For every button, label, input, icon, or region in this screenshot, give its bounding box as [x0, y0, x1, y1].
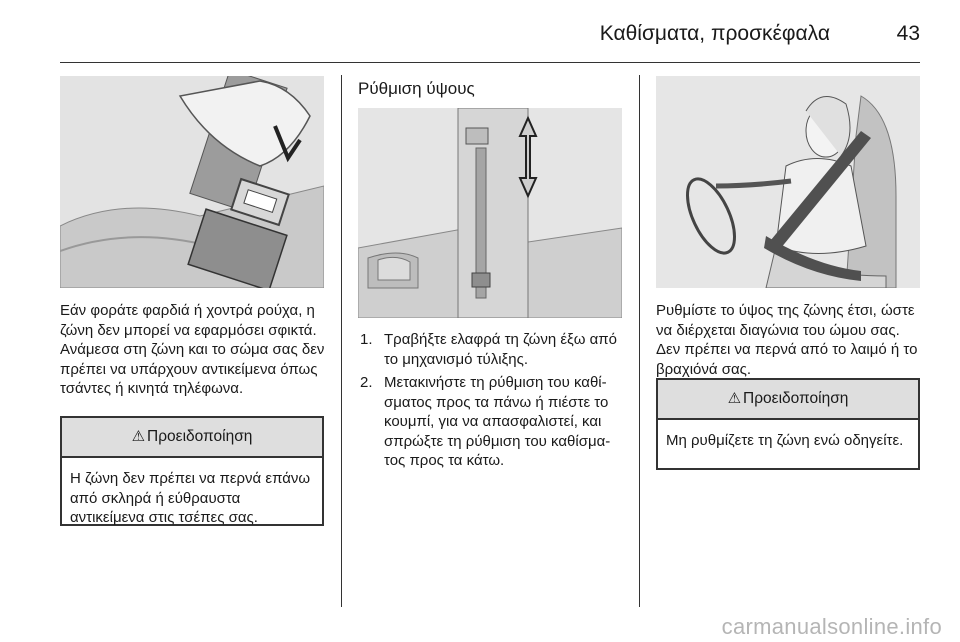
column1-warning-text: Η ζώνη δεν πρέπει να περνά επάνω από σκληρά ή εύθραυστα αντικείμενα στις τσέπες σας. — [70, 470, 311, 526]
column-divider-right — [639, 75, 640, 607]
adjustment-steps — [358, 330, 626, 475]
step-text: Τραβήξτε ελαφρά τη ζώνη έξω από το μηχανισμό τύλιξης. — [384, 331, 617, 368]
belt-height-adjuster-icon — [358, 108, 622, 318]
column3-warning-box — [656, 378, 920, 470]
page-number: 43 — [896, 22, 920, 45]
column3-warning-text: Μη ρυθμίζετε τη ζώνη ενώ οδηγείτε. — [666, 432, 904, 449]
warning-triangle-icon: ⚠ — [131, 428, 146, 445]
step-number: 1. — [360, 331, 373, 348]
warning-triangle-icon: ⚠ — [727, 390, 742, 407]
header-rule — [60, 62, 920, 63]
step-item — [358, 330, 626, 369]
belt-height-adjuster-figure — [358, 108, 622, 318]
column1-paragraph: Εάν φοράτε φαρδιά ή χοντρά ρούχα, η ζώνη δεν μπορεί να εφαρμόσει σφικτά. Ανάμεσα στη ζώνη και το σώμα σας δεν πρέπει να υπάρχουν αντικείμενα όπως τσάντες ή κινητά τηλέφωνα. — [60, 302, 325, 397]
step-number: 2. — [360, 374, 373, 391]
column1-warning-title: Προειδοποίηση — [147, 428, 253, 445]
header-title: Καθίσματα, προσκέφαλα — [599, 22, 830, 45]
column1-warning-header — [62, 418, 322, 458]
column3-warning-header — [658, 380, 918, 420]
section-heading: Ρύθμιση ύψους — [358, 79, 475, 98]
column3-paragraph: Ρυθμίστε το ύψος της ζώνης έτσι, ώστε να διέρχεται διαγώνια του ώμου σας. Δεν πρέπει να περνά από το λαιμό ή το βραχιόνά σας. — [656, 302, 918, 378]
seated-driver-figure — [656, 76, 920, 288]
seated-driver-belt-icon — [656, 76, 920, 288]
column-divider-left — [341, 75, 342, 607]
seat-belt-buckle-figure — [60, 76, 324, 288]
watermark: carmanualsonline.info — [721, 614, 942, 639]
step-text: Μετακινήστε τη ρύθμιση του καθίσματος προς τα πάνω ή πιέστε το κουμπί, για να απασφαλιστεί, και σπρώξτε τη ρύθμιση του καθίσματος προς τα κάτω. — [384, 374, 611, 469]
seat-belt-buckle-icon — [60, 76, 324, 288]
step-item — [358, 373, 626, 471]
column1-warning-box — [60, 416, 324, 526]
column3-warning-title: Προειδοποίηση — [743, 390, 849, 407]
